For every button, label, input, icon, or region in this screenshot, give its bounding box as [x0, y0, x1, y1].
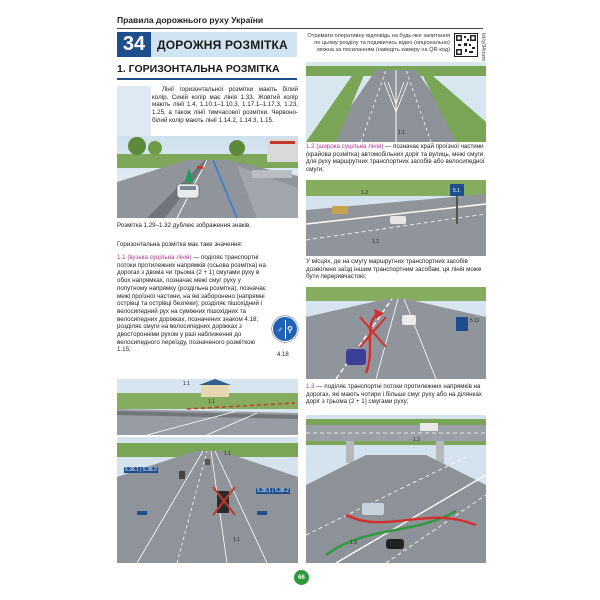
bike-pedestrian-sign-icon: ♂ ⚲ [272, 316, 298, 342]
marking-1-2-text [306, 143, 486, 174]
illustration-city-road [117, 136, 298, 218]
values-intro: Горизонтальна розмітка має таке значення: [117, 241, 243, 248]
chapter-heading [117, 32, 297, 57]
sign-label: 4.18 [277, 352, 289, 358]
road-top-label: 1.1 [224, 451, 231, 457]
marking-1-3-text [306, 383, 486, 406]
bus-lane-label-a: 1.2 [361, 190, 368, 196]
bridge-label: 1.3 [413, 437, 420, 443]
sign-511-label: 5.11 [470, 318, 480, 324]
qr-note: Отримати оперативну відповідь на будь-яке запитання по цьому розділу та подивитись відео (опціонально) можна за посиланням (наведіть камеру на QR-код) [307, 33, 450, 54]
top-right-label: 1.1 [398, 130, 405, 136]
road-markers-right: 5.38.1 | 5.38.2 [257, 488, 289, 494]
qr-code-label: kit.ly/34rozm [480, 33, 486, 62]
road-bottom-label: 1.1 [233, 537, 240, 543]
page-number-badge: 66 [294, 570, 309, 585]
marking-1-2-desc: — позначає край проїзної частини (крайова розмітка) автомобільних доріг та вулиць, межі смуги для руху маршрутних транспортних засобів або велосипедної смуги; [306, 143, 485, 174]
header-rule [117, 28, 483, 29]
bus-lane-label-b: 1.2 [372, 239, 379, 245]
qr-code-icon[interactable] [454, 33, 478, 57]
illustration-highway-top [306, 62, 486, 142]
marking-1-1-desc: — поділяє транспортні потоки протилежних напрямків (осьова розмітка) на дорогах з двома чи трьома (2 + 1) смугами руху в обох напрямках, позначає межі смуг руху у попутному напрямку (роздільна розмітка), позначає межі проїзної частини, на які заборонено (напрямні острівці та острівці безпеки); розділяє пішохідний і велосипедний рух на суміжних пішохідних та велосипедних доріжках, позначених знаком 4.18; розділяє смуги на велосипедних доріжках з двосторонніми рухом у разі наближення до велосипедного переїзду, позначеного розміткою 1.15; [117, 254, 266, 354]
chapter-number: 34 [117, 32, 151, 57]
sign-51-label: 5.1 [453, 188, 460, 194]
illustration-rail-crossing [117, 379, 298, 435]
illustration-four-lane-bridge [306, 415, 486, 563]
caption-markings-129: Розмітка 1.29–1.32 дублює зображення знаків. [117, 222, 251, 229]
road-markers-left: 5.38.1 | 5.38.2 [125, 467, 157, 473]
marking-1-1-text [117, 254, 267, 354]
crossing-label-a: 1.1 [183, 381, 190, 387]
section-title: 1. ГОРИЗОНТАЛЬНА РОЗМІТКА [117, 63, 297, 80]
marking-1-1-term: 1.1 (вузька суцільна лінія) [117, 254, 192, 261]
chapter-title: ДОРОЖНЯ РОЗМІТКА [157, 37, 288, 52]
bridge-label-b: 1.3 [350, 540, 357, 546]
marking-1-3-term: 1.3 [306, 383, 315, 390]
illustration-multilane-road [117, 437, 298, 563]
marking-1-3-desc: — поділяє транспортні потоки протилежних напрямків на дорогах, які мають чотири і більше смуг руху або на ділянках доріг з трьома (2 + 1) смугами руху; [306, 383, 482, 406]
marking-1-2-dashed-text: У місцях, де на смугу маршрутних транспортних засобів дозволено заїзд іншим транспортним засобам, ця лінія може бути переривчастою; [306, 258, 482, 281]
intro-paragraph: Лінії горизонтальної розмітки мають білий колір. Синій колір має лінія 1.33. Жовтий колір мають лінії 1.4, 1.10.1–1.10.3, 1.17.1–1.17.3, 1.23, 1.25, а також лінії тимчасової розмітки. Червоно-білий колір мають лінії 1.14.2, 1.14.3, 1.15. [152, 86, 298, 124]
marking-1-2-term: 1.2 (широка суцільна лінія) [306, 143, 384, 150]
illustration-bus-lane-crossing [306, 287, 486, 379]
crossing-label-b: 1.1 [208, 399, 215, 405]
running-title: Правила дорожнього руху України [117, 15, 264, 25]
illustration-city-small [117, 86, 151, 136]
